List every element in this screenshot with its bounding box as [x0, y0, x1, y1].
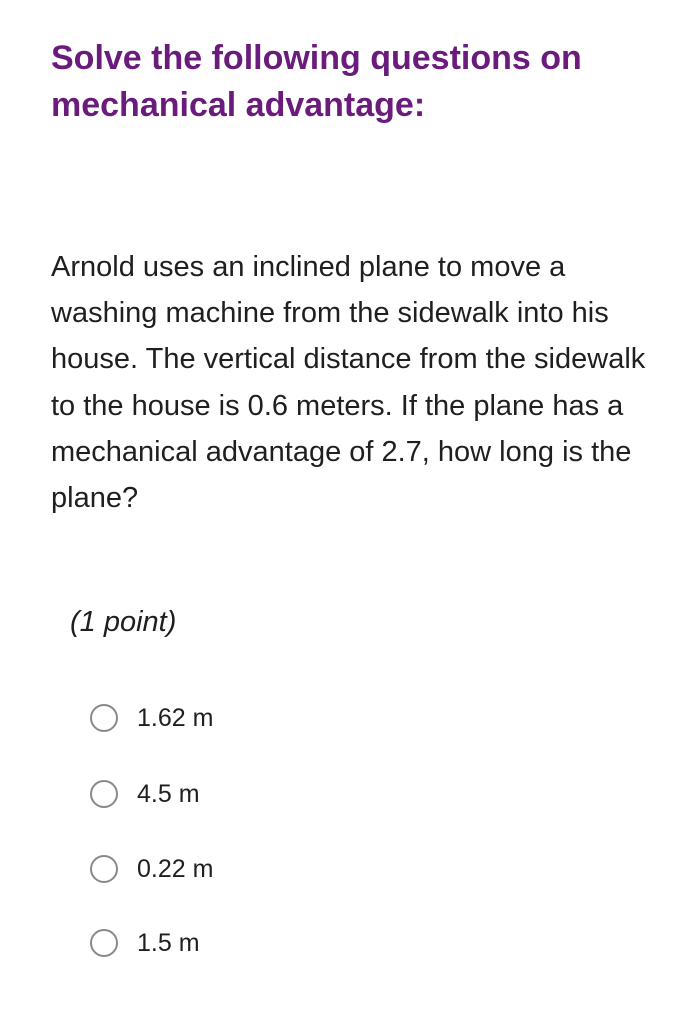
option-label: 1.62 m [137, 703, 214, 732]
radio-button[interactable] [90, 929, 118, 957]
instructions-heading: Solve the following questions on mechanical advantage: [51, 39, 582, 124]
option-label: 0.22 m [137, 854, 214, 883]
option-label: 4.5 m [137, 779, 200, 808]
point-value: (1 point) [70, 606, 177, 638]
answer-option-1[interactable] [90, 701, 213, 735]
answer-option-3[interactable] [90, 852, 213, 886]
answer-option-4[interactable] [90, 926, 200, 960]
question-text: Arnold uses an inclined plane to move a washing machine from the sidewalk into his house. The vertical distance from the sidewalk to the house is 0.6 meters. If the plane has a mechanical advantage of 2.7, how long is the plane? [51, 251, 646, 515]
option-label: 1.5 m [137, 928, 200, 957]
answer-option-2[interactable] [90, 777, 200, 811]
radio-button[interactable] [90, 855, 118, 883]
radio-button[interactable] [90, 780, 118, 808]
radio-button[interactable] [90, 704, 118, 732]
